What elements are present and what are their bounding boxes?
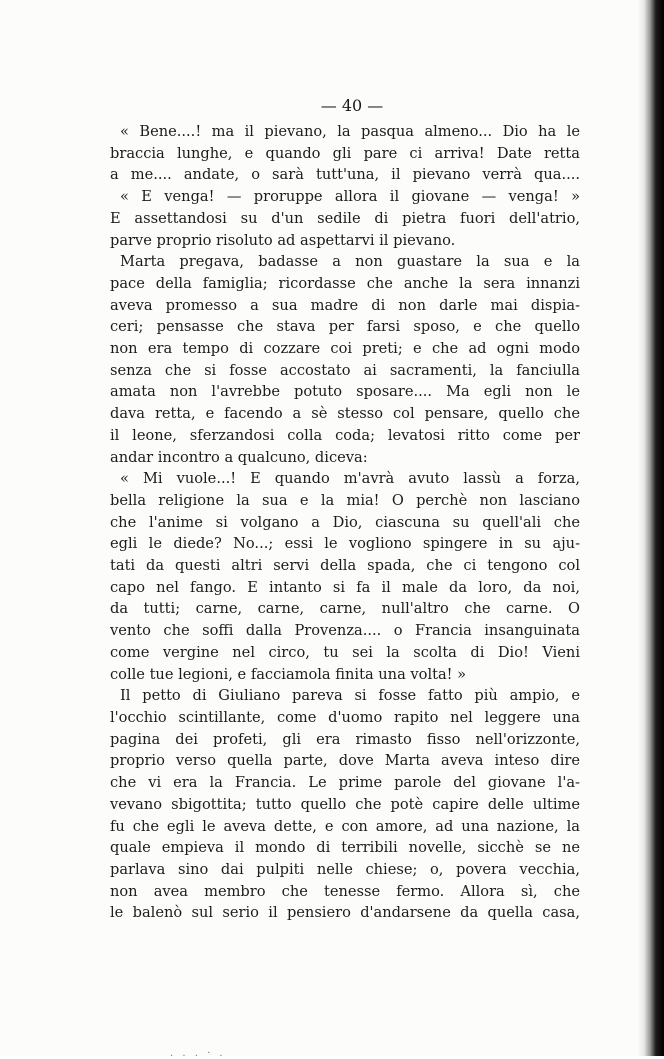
text-line: aveva promesso a sua madre di non darle mai dispia- [110, 296, 580, 314]
text-line: non era tempo di cozzare coi preti; e che ad ogni modo [110, 340, 580, 358]
text-line: proprio verso quella parte, dove Marta aveva inteso dire [110, 752, 580, 770]
text-line: pagina dei profeti, gli era rimasto fisso nell'orizzonte, [110, 730, 580, 748]
text-line: l'occhio scintillante, come d'uomo rapito nel leggere una [110, 708, 580, 726]
text-line: che vi era la Francia. Le prime parole del giovane l'a- [110, 774, 580, 792]
text-line: vento che soffi dalla Provenza.... o Francia insanguinata [110, 622, 580, 640]
text-line: « E venga! — proruppe allora il giovane — venga! » [120, 188, 580, 206]
text-line: parve proprio risoluto ad aspettarvi il pievano. [110, 231, 456, 249]
text-line: amata non l'avrebbe potuto sposare.... Ma egli non le [110, 383, 580, 401]
text-line: andar incontro a qualcuno, diceva: [110, 448, 368, 466]
text-line: tati da questi altri servi della spada, che ci tengono col [110, 557, 580, 575]
text-line: ceri; pensasse che stava per farsi sposo, e che quello [110, 318, 580, 336]
text-line: le balenò sul serio il pensiero d'andarsene da quella casa, [110, 904, 580, 922]
text-line: colle tue legioni, e facciamola finita una volta! » [110, 665, 467, 683]
text-line: quale empieva il mondo di terribili novelle, sicchè se ne [110, 839, 580, 857]
text-line: vevano sbigottita; tutto quello che potè capire delle ultime [110, 795, 580, 813]
text-line: dava retta, e facendo a sè stesso col pensare, quello che [110, 405, 580, 423]
text-line: bella religione la sua e la mia! O perchè non lasciano [110, 491, 580, 509]
text-line: come vergine nel circo, tu sei la scolta di Dio! Vieni [110, 643, 580, 661]
text-line: E assettandosi su d'un sedile di pietra fuori dell'atrio, [110, 209, 580, 227]
text-line: Il petto di Giuliano pareva si fosse fatto più ampio, e [120, 687, 580, 705]
text-line: egli le diede? No...; essi le vogliono spingere in su aju- [110, 535, 580, 553]
text-line: non avea membro che tenesse fermo. Allora sì, che [110, 882, 580, 900]
page-bottom-specks: . . . · . [170, 1048, 226, 1059]
text-line: senza che si fosse accostato ai sacramenti, la fanciulla [110, 361, 580, 379]
text-line: pace della famiglia; ricordasse che anche la sera innanzi [110, 274, 580, 292]
text-line: il leone, sferzandosi colla coda; levatosi ritto come per [110, 426, 580, 444]
text-line: « Bene....! ma il pievano, la pasqua almeno... Dio ha le [120, 123, 580, 140]
text-line: Marta pregava, badasse a non guastare la sua e la [120, 253, 580, 271]
text-line: fu che egli le aveva dette, e con amore, ad una nazione, la [110, 817, 580, 835]
text-line: a me.... andate, o sarà tutt'una, il pievano verrà qua.... [110, 166, 580, 184]
text-line: parlava sino dai pulpiti nelle chiese; o, povera vecchia, [110, 860, 580, 878]
text-line: capo nel fango. E intanto si fa il male da loro, da noi, [110, 578, 580, 596]
scanned-binding-edge [638, 0, 664, 1056]
text-line: che l'anime si volgano a Dio, ciascuna su quell'ali che [110, 513, 580, 531]
text-line: « Mi vuole...! E quando m'avrà avuto lassù a forza, [120, 470, 580, 488]
body-text [110, 121, 580, 924]
text-line: da tutti; carne, carne, carne, null'altro che carne. O [110, 600, 580, 618]
page-number: — 40 — [320, 96, 384, 115]
text-line: braccia lunghe, e quando gli pare ci arriva! Date retta [110, 144, 580, 162]
